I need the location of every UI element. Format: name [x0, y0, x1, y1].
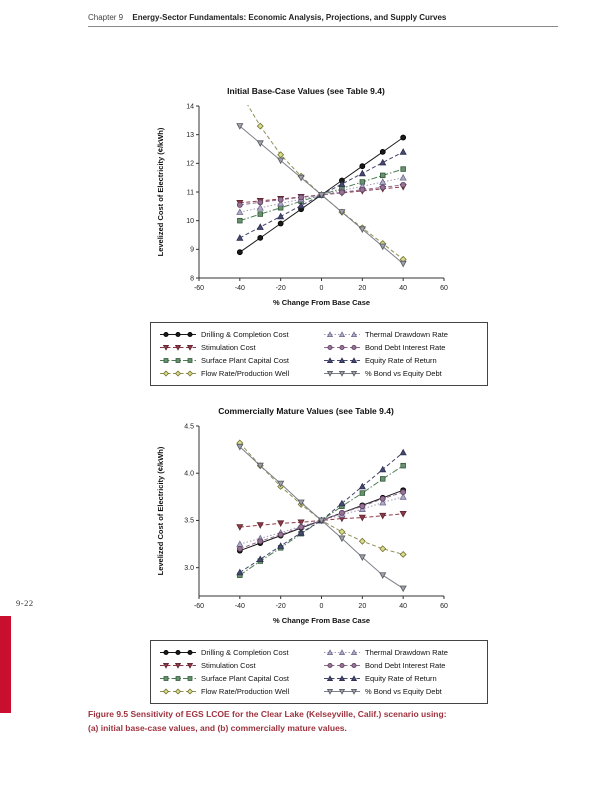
chart-a-xlabel: % Change From Base Case: [272, 298, 371, 307]
svg-text:-60: -60: [193, 603, 205, 610]
legend-marker-thermal-drawdown-rate-icon: [323, 647, 361, 658]
legend-label: % Bond vs Equity Debt: [365, 369, 442, 378]
legend-marker-equity-rate-of-return-icon: [323, 355, 361, 366]
svg-text:13: 13: [186, 131, 194, 139]
svg-text:40: 40: [399, 603, 408, 610]
chart-b-ylabel: Levelized Cost of Electricity (¢/kWh): [156, 446, 165, 576]
legend-item-surface-plant-capital-cost: [159, 672, 315, 685]
legend-item-thermal-drawdown-rate: [323, 328, 479, 341]
legend-marker-drilling-completion-cost-icon: [159, 329, 197, 340]
legend-label: Equity Rate of Return: [365, 356, 437, 365]
legend-marker-surface-plant-capital-cost-icon: [159, 355, 197, 366]
figure-caption: [88, 708, 558, 735]
svg-text:-40: -40: [234, 603, 245, 610]
svg-text:-40: -40: [234, 285, 245, 292]
svg-text:8: 8: [190, 275, 194, 283]
svg-text:3.0: 3.0: [184, 564, 194, 572]
legend-label: Bond Debt Interest Rate: [365, 343, 446, 352]
legend-item-thermal-drawdown-rate: [323, 646, 479, 659]
legend-label: Equity Rate of Return: [365, 674, 437, 683]
legend-item-bond-vs-equity-debt: [323, 685, 479, 698]
legend-label: Thermal Drawdown Rate: [365, 648, 448, 657]
legend-label: Stimulation Cost: [201, 661, 256, 670]
legend-item-drilling-completion-cost: [159, 328, 315, 341]
svg-text:-20: -20: [275, 603, 286, 610]
chart-a-ylabel: Levelized Cost of Electricity (¢/kWh): [156, 127, 165, 257]
chapter-title: Energy-Sector Fundamentals: Economic Analysis, Projections, and Supply Curves: [132, 13, 447, 22]
legend-marker-bond-debt-interest-rate-icon: [323, 342, 361, 353]
legend-label: Drilling & Completion Cost: [201, 648, 289, 657]
chart-a-canvas: [152, 98, 460, 317]
legend-item-bond-debt-interest-rate: [323, 341, 479, 354]
series-bond-vs-equity-debt: [237, 124, 406, 267]
chapter-label: Chapter 9: [88, 13, 124, 22]
svg-text:60: 60: [440, 603, 448, 610]
legend-label: Flow Rate/Production Well: [201, 369, 290, 378]
chart-a-legend: [150, 322, 488, 386]
legend-label: % Bond vs Equity Debt: [365, 687, 442, 696]
caption-line-2: (a) initial base-case values, and (b) commercially mature values.: [88, 722, 347, 733]
legend-marker-bond-debt-interest-rate-icon: [323, 660, 361, 671]
svg-text:12: 12: [186, 160, 194, 168]
legend-item-flow-rate-production-well: [159, 685, 315, 698]
chart-b-plot: [152, 418, 460, 630]
chart-a: [152, 86, 460, 317]
legend-marker-flow-rate-production-well-icon: [159, 686, 197, 697]
legend-marker-surface-plant-capital-cost-icon: [159, 673, 197, 684]
legend-marker-thermal-drawdown-rate-icon: [323, 329, 361, 340]
page-header: [88, 13, 446, 22]
legend-item-equity-rate-of-return: [323, 672, 479, 685]
legend-label: Bond Debt Interest Rate: [365, 661, 446, 670]
legend-marker-flow-rate-production-well-icon: [159, 368, 197, 379]
chart-a-plot: [152, 98, 460, 312]
legend-item-stimulation-cost: [159, 341, 315, 354]
legend-marker-bond-vs-equity-debt-icon: [323, 368, 361, 379]
svg-text:0: 0: [319, 603, 324, 610]
legend-marker-stimulation-cost-icon: [159, 660, 197, 671]
svg-text:-60: -60: [193, 285, 205, 292]
chart-b-title: Commercially Mature Values (see Table 9.4): [218, 406, 394, 416]
legend-item-bond-vs-equity-debt: [323, 367, 479, 380]
chart-a-title: Initial Base-Case Values (see Table 9.4): [227, 86, 385, 96]
legend-label: Surface Plant Capital Cost: [201, 356, 289, 365]
chapter-tab: [0, 616, 11, 713]
legend-item-flow-rate-production-well: [159, 367, 315, 380]
legend-marker-bond-vs-equity-debt-icon: [323, 686, 361, 697]
chart-b: [152, 406, 460, 635]
svg-text:20: 20: [358, 285, 367, 292]
legend-item-stimulation-cost: [159, 659, 315, 672]
legend-marker-equity-rate-of-return-icon: [323, 673, 361, 684]
legend-item-drilling-completion-cost: [159, 646, 315, 659]
chart-b-xlabel: % Change From Base Case: [272, 616, 371, 625]
svg-text:9: 9: [190, 246, 194, 254]
svg-text:60: 60: [440, 285, 448, 292]
legend-item-equity-rate-of-return: [323, 354, 479, 367]
svg-text:4.5: 4.5: [184, 423, 194, 431]
header-rule: [88, 26, 558, 27]
legend-label: Surface Plant Capital Cost: [201, 674, 289, 683]
svg-text:4.0: 4.0: [184, 470, 194, 478]
legend-marker-stimulation-cost-icon: [159, 342, 197, 353]
legend-item-surface-plant-capital-cost: [159, 354, 315, 367]
svg-text:40: 40: [399, 285, 408, 292]
svg-text:3.5: 3.5: [184, 517, 194, 525]
legend-label: Stimulation Cost: [201, 343, 256, 352]
chart-b-legend: [150, 640, 488, 704]
legend-label: Drilling & Completion Cost: [201, 330, 289, 339]
chart-b-canvas: [152, 418, 460, 635]
svg-text:20: 20: [358, 603, 367, 610]
legend-label: Flow Rate/Production Well: [201, 687, 290, 696]
svg-text:10: 10: [186, 217, 194, 225]
svg-text:11: 11: [186, 189, 194, 197]
svg-text:14: 14: [186, 103, 194, 111]
legend-item-bond-debt-interest-rate: [323, 659, 479, 672]
page-number: 9-22: [16, 598, 34, 608]
caption-line-1: Figure 9.5 Sensitivity of EGS LCOE for the Clear Lake (Kelseyville, Calif.) scenario using:: [88, 709, 447, 719]
legend-label: Thermal Drawdown Rate: [365, 330, 448, 339]
legend-marker-drilling-completion-cost-icon: [159, 647, 197, 658]
svg-text:-20: -20: [275, 285, 286, 292]
svg-text:0: 0: [319, 285, 324, 292]
